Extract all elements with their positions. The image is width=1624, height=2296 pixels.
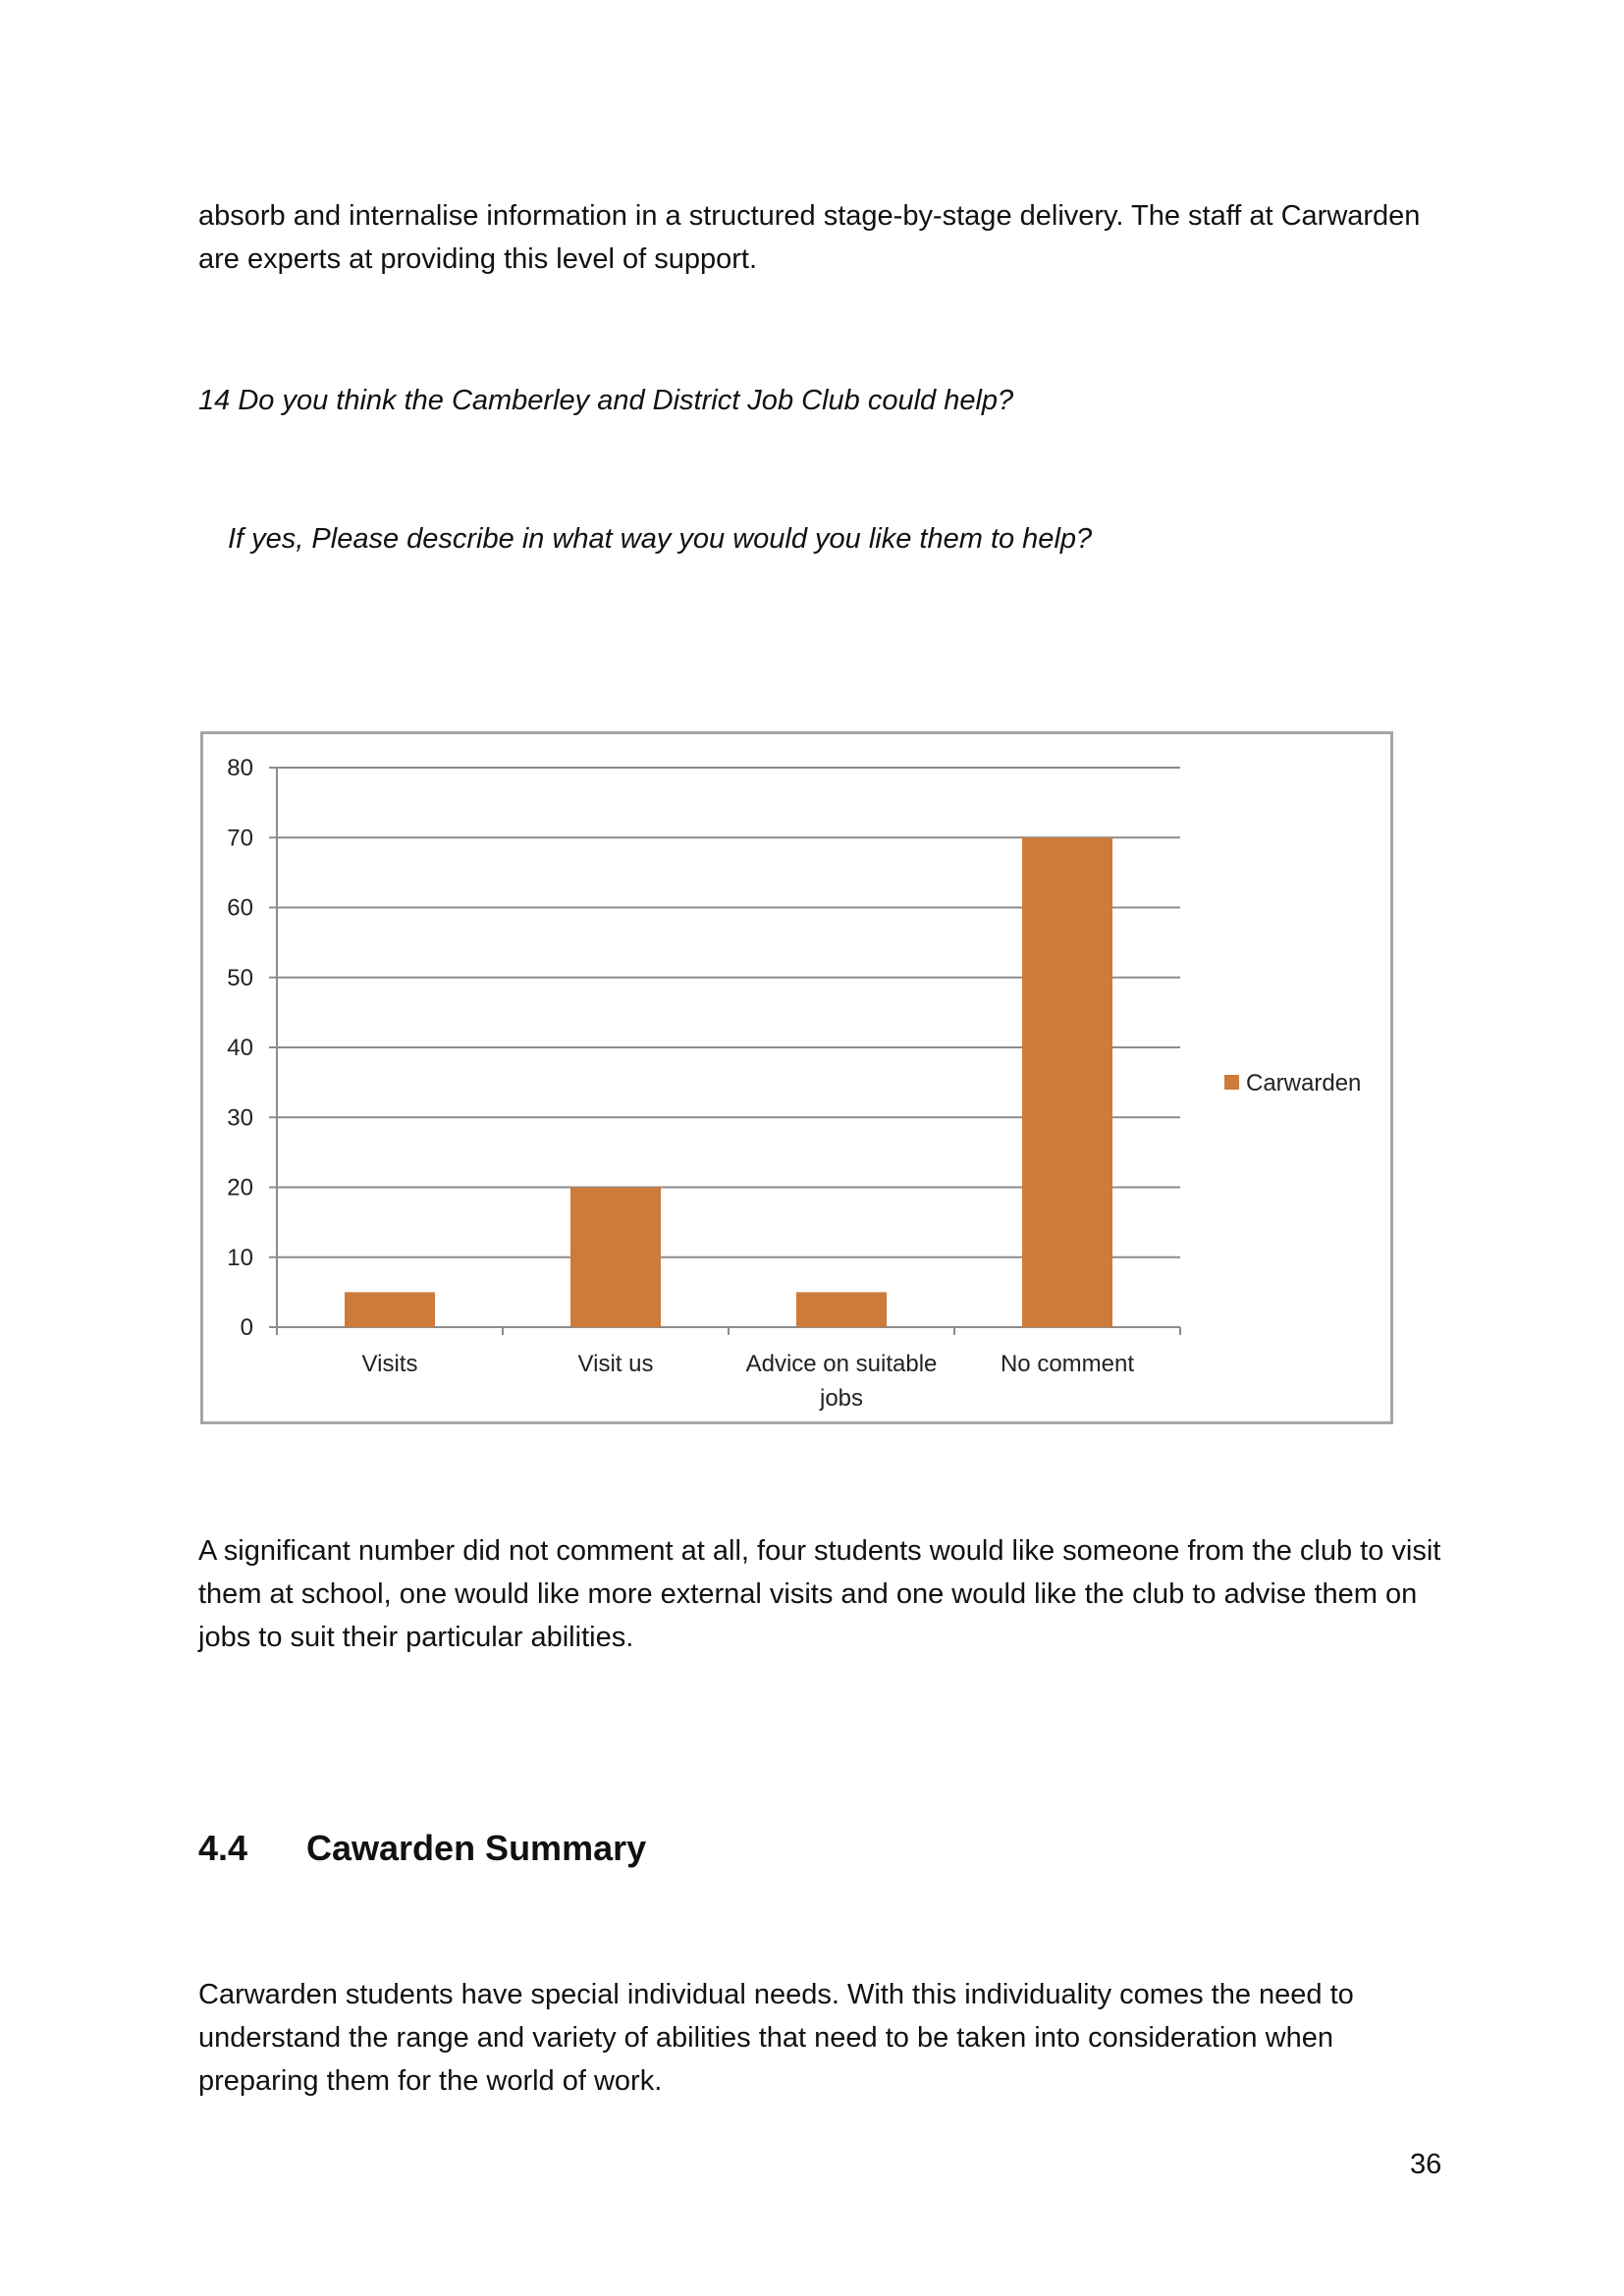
y-tick-label: 70 <box>227 825 253 852</box>
page-number: 36 <box>1410 2149 1442 2180</box>
bar <box>1022 837 1112 1327</box>
section-title: Cawarden Summary <box>306 1828 647 1868</box>
bar <box>796 1292 887 1327</box>
question-14-followup: If yes, Please describe in what way you would you like them to help? <box>228 523 1093 555</box>
y-tick-label: 10 <box>227 1244 253 1271</box>
bar <box>345 1292 435 1327</box>
x-tick-label: Visits <box>361 1351 418 1377</box>
paragraph-intro: absorb and internalise information in a structured stage-by-stage delivery. The staff at Carwarden are experts at providing this level of support. <box>198 200 1421 275</box>
paragraph-results: A significant number did not comment at all, four students would like someone from the club to visit them at school, one would like more external visits and one would like the club to advise them on jobs to suit their particular abilities. <box>198 1535 1441 1653</box>
x-tick-label: jobs <box>819 1385 864 1412</box>
question-14: 14 Do you think the Camberley and District Job Club could help? <box>198 385 1014 416</box>
bar-chart <box>200 731 1393 1424</box>
y-tick-label: 0 <box>240 1314 253 1341</box>
y-tick-label: 50 <box>227 964 253 991</box>
y-tick-label: 80 <box>227 755 253 781</box>
x-tick-label: Visit us <box>577 1351 654 1377</box>
x-tick-label: Advice on suitable <box>745 1351 938 1377</box>
chart-canvas <box>203 734 1390 1421</box>
legend-label: Carwarden <box>1246 1070 1362 1096</box>
legend-swatch <box>1224 1075 1239 1090</box>
y-tick-label: 40 <box>227 1035 253 1061</box>
x-tick-label: No comment <box>1000 1351 1135 1377</box>
section-number: 4.4 <box>198 1828 248 1868</box>
y-tick-label: 20 <box>227 1174 253 1201</box>
y-tick-label: 60 <box>227 894 253 922</box>
paragraph-summary: Carwarden students have special individual needs. With this individuality comes the need to understand the range and variety of abilities that need to be taken into consideration when preparing them for the world of work. <box>198 1979 1354 2097</box>
bar <box>570 1188 661 1328</box>
y-tick-label: 30 <box>227 1104 253 1132</box>
section-heading <box>198 1828 646 1869</box>
